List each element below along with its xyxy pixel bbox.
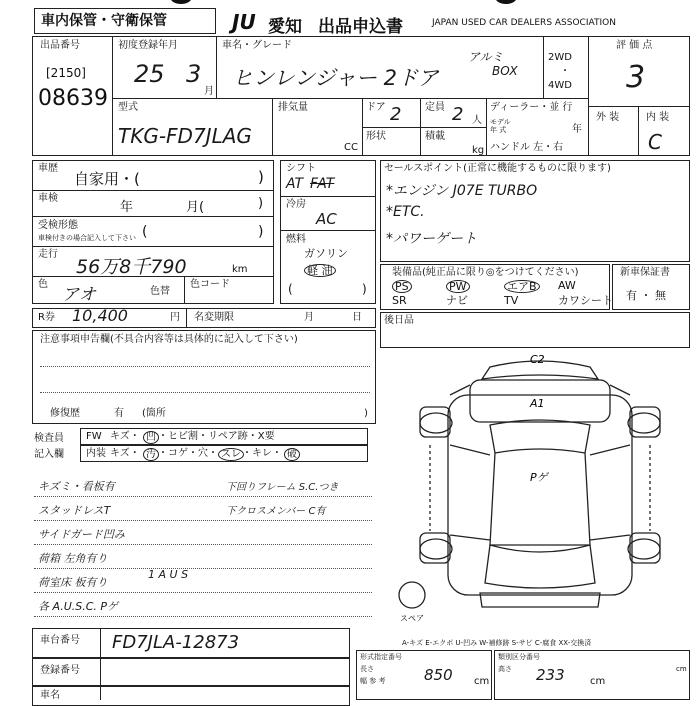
equipment-item: AW <box>558 279 576 292</box>
binder-hole <box>495 0 517 4</box>
diagram-mark-pg: Pゲ <box>530 471 548 484</box>
color-code-label: 色コード <box>190 279 230 290</box>
sales-point-item: *パワーゲート <box>386 231 477 247</box>
inspection-year: 年 <box>120 200 134 215</box>
comment-mid: 1 A U S <box>148 568 189 581</box>
dims-left-label3: 幅 参 考 <box>360 677 386 685</box>
lot-sub: [2150] <box>46 66 86 80</box>
car-name-label: 車名・グレード <box>222 40 292 51</box>
chassis-label: 車台番号 <box>40 635 80 646</box>
comment-right-item: 下クロスメンバー C有 <box>226 506 326 517</box>
diagram-mark-c2: C2 <box>530 353 545 366</box>
comment-left-item: キズミ・看板有 <box>38 480 115 493</box>
handle-label: ハンドル 左・右 <box>490 142 564 153</box>
bottom-name-label: 車名 <box>40 690 60 701</box>
equipment-label: 装備品(純正品に限り◎をつけてください) <box>392 267 579 278</box>
comment-left-item: 荷箱 左角有り <box>38 552 108 565</box>
fuel-close: ) <box>362 282 367 296</box>
receipt-close: ) <box>258 224 264 240</box>
drive-2wd: 2WD <box>548 52 572 63</box>
capacity-unit: 人 <box>472 115 482 126</box>
check-row-1-item: FW <box>86 431 102 442</box>
shift-value: AT <box>286 176 304 192</box>
check-row-2-item: ・キレ・ <box>242 448 282 459</box>
check-row-2-item: 内装 <box>86 448 106 459</box>
receipt-sub: 車検付きの場合記入して下さい <box>38 234 136 242</box>
name-change-label: 名変期限 <box>194 312 234 323</box>
inspection-close: ) <box>258 196 264 211</box>
notes-label: 注意事項申告欄(不具合内容等は具体的に記入して下さい) <box>40 334 298 345</box>
form-title: 出品申込書 <box>318 17 403 37</box>
model-label: 型式 <box>118 102 138 113</box>
repair-value: 有 <box>114 408 124 419</box>
later-items-box <box>380 312 690 348</box>
dims-right-label1: 類別区分番号 <box>498 653 540 661</box>
comment-left-item: スタッドレスT <box>38 504 111 517</box>
check-row-2-item: ・コゲ・穴・ <box>158 448 218 459</box>
equipment-item: TV <box>504 294 519 307</box>
car-name-note1: アルミ <box>468 50 504 64</box>
chassis-value: FD7JLA-12873 <box>112 632 240 653</box>
interior-label: 内 装 <box>646 112 670 123</box>
entry-label: 記入欄 <box>34 449 64 460</box>
first-reg-label: 初度登録年月 <box>118 40 178 51</box>
car-name-note2: BOX <box>492 64 518 78</box>
comment-line <box>34 616 372 617</box>
length-value: 850 <box>424 666 453 684</box>
ac-label: 冷房 <box>286 199 306 210</box>
check-row-2-item: 破 <box>284 448 300 461</box>
history-label: 車歴 <box>38 163 58 174</box>
mileage-label: 走行 <box>38 249 58 260</box>
year-label: 年 式 <box>490 126 507 134</box>
inspection-label: 車検 <box>38 193 58 204</box>
shift-label: シフト <box>286 163 316 174</box>
comment-line <box>34 592 372 593</box>
load-unit: kg <box>472 145 485 156</box>
lot-number-label: 出品番号 <box>40 40 80 51</box>
color-label: 色 <box>38 279 48 290</box>
mileage-value: 56万8千790 <box>76 256 187 278</box>
check-row-2-item: キズ・ <box>110 448 140 459</box>
color-change-label: 色替 <box>150 286 170 297</box>
doors-value: 2 <box>390 104 402 125</box>
registration-label: 登録番号 <box>40 665 80 676</box>
displacement-label: 排気量 <box>278 102 308 113</box>
fuel-diesel: 軽 油 <box>304 264 336 277</box>
reg-year: 25 <box>134 60 165 88</box>
recycle-label: R券 <box>38 312 55 323</box>
comment-line <box>34 496 372 497</box>
receipt-open: ( <box>142 224 148 240</box>
lot-number: 08639 <box>38 86 108 111</box>
storage-box <box>34 8 216 34</box>
later-items-label: 後日品 <box>384 315 414 326</box>
history-value: 自家用・( <box>74 170 140 188</box>
color-value: アオ <box>62 285 96 305</box>
dims-left-label1: 形式指定番号 <box>360 653 402 661</box>
mileage-unit: km <box>232 264 248 275</box>
year-unit: 年 <box>572 124 582 135</box>
comment-left-item: 荷室床 板有り <box>38 576 108 589</box>
history-close: ) <box>258 168 264 186</box>
bottom-name-box <box>32 686 350 706</box>
binder-hole <box>170 0 192 4</box>
capacity-label: 定員 <box>425 102 445 113</box>
length-unit: cm <box>474 676 490 687</box>
width-value: 233 <box>536 666 565 684</box>
check-row-2-item: 汚 <box>143 448 159 461</box>
association-name: JAPAN USED CAR DEALERS ASSOCIATION <box>432 18 616 28</box>
model-value: TKG-FD7JLAG <box>118 124 252 148</box>
warranty-label: 新車保証書 <box>620 267 670 278</box>
sales-point-item: *エンジン J07E TURBO <box>386 183 538 199</box>
inspector-label: 検査員 <box>34 433 64 444</box>
shape-label: 形状 <box>366 131 386 142</box>
recycle-value: 10,400 <box>72 306 128 325</box>
repair-close: ) <box>364 408 368 419</box>
recycle-unit: 円 <box>170 312 180 323</box>
name-change-day: 日 <box>352 312 362 323</box>
comment-line <box>34 520 372 521</box>
equipment-item: ナビ <box>446 294 468 307</box>
damage-legend: A-キズ E-エクボ U-凹み W-補修跡 S-サビ C-腐食 XX-交換済 <box>402 639 592 647</box>
comment-left-item: 各 A.U.S.C. Pゲ <box>38 600 119 613</box>
branch-name: 愛知 <box>268 17 302 37</box>
grade-value: 3 <box>626 60 646 95</box>
width-unit: cm <box>590 676 606 687</box>
check-row-2-item: スレ <box>218 448 244 461</box>
doors-label: ドア <box>366 102 386 113</box>
displacement-unit: CC <box>344 142 358 153</box>
drive-dot: ・ <box>560 66 570 77</box>
model-year-label: モデル <box>490 118 511 126</box>
car-name: ヒンレンジャー 2ドア <box>232 66 439 90</box>
check-row-1-item: 凹 <box>143 431 159 444</box>
equipment-item: カワシート <box>558 294 613 307</box>
comment-left-item: サイドガード凹み <box>38 528 125 541</box>
exterior-value: C <box>648 130 662 154</box>
drive-4wd: 4WD <box>548 80 572 91</box>
fuel-open: ( <box>288 282 293 296</box>
equipment-item: エアB <box>504 280 540 293</box>
ju-logo: JU <box>232 10 256 34</box>
capacity-value: 2 <box>452 104 464 125</box>
dims-left-label2: 長さ <box>360 665 374 673</box>
repair-label: 修復歴 <box>50 408 80 419</box>
ac-value: AC <box>316 210 337 228</box>
spare-label: スペア <box>400 614 424 623</box>
shift-struck: FAT <box>310 176 335 192</box>
name-change-month: 月 <box>304 312 314 323</box>
fuel-gasoline: ガソリン <box>304 247 348 260</box>
warranty-value: 有 ・ 無 <box>626 289 666 302</box>
comment-right-item: 下回りフレーム S.C.つき <box>226 482 339 493</box>
exterior-label: 外 装 <box>596 112 620 123</box>
load-label: 積載 <box>425 131 445 142</box>
reg-month: 3 <box>186 60 202 88</box>
equipment-item: SR <box>392 294 407 307</box>
diagram-mark-a1: A1 <box>530 397 545 410</box>
fuel-label: 燃料 <box>286 234 306 245</box>
inspection-month: 月( <box>186 200 205 215</box>
sales-points-label: セールスポイント(正常に機能するものに限ります) <box>384 163 611 174</box>
grade-label: 評 価 点 <box>616 40 653 51</box>
reg-month-unit: 月 <box>204 86 214 97</box>
equipment-item: PW <box>446 280 470 293</box>
car-damage-diagram <box>390 345 690 625</box>
sales-point-item: *ETC. <box>386 204 425 220</box>
comment-line <box>34 568 372 569</box>
dims-right-label2: 高さ <box>498 665 512 673</box>
storage-label: 車内保管・守衛保管 <box>41 13 167 29</box>
repair-place: (箇所 <box>142 408 166 419</box>
check-row-1-item: キズ・ <box>110 431 140 442</box>
comment-line <box>34 544 372 545</box>
dims-right-label3: cm <box>676 665 687 673</box>
check-row-1-item: ・ヒビ割・リペア跡・X要 <box>158 431 275 442</box>
dealer-label: ディーラー・並 行 <box>490 102 573 113</box>
receipt-label: 受検形態 <box>38 220 78 231</box>
equipment-item: PS <box>392 280 412 293</box>
